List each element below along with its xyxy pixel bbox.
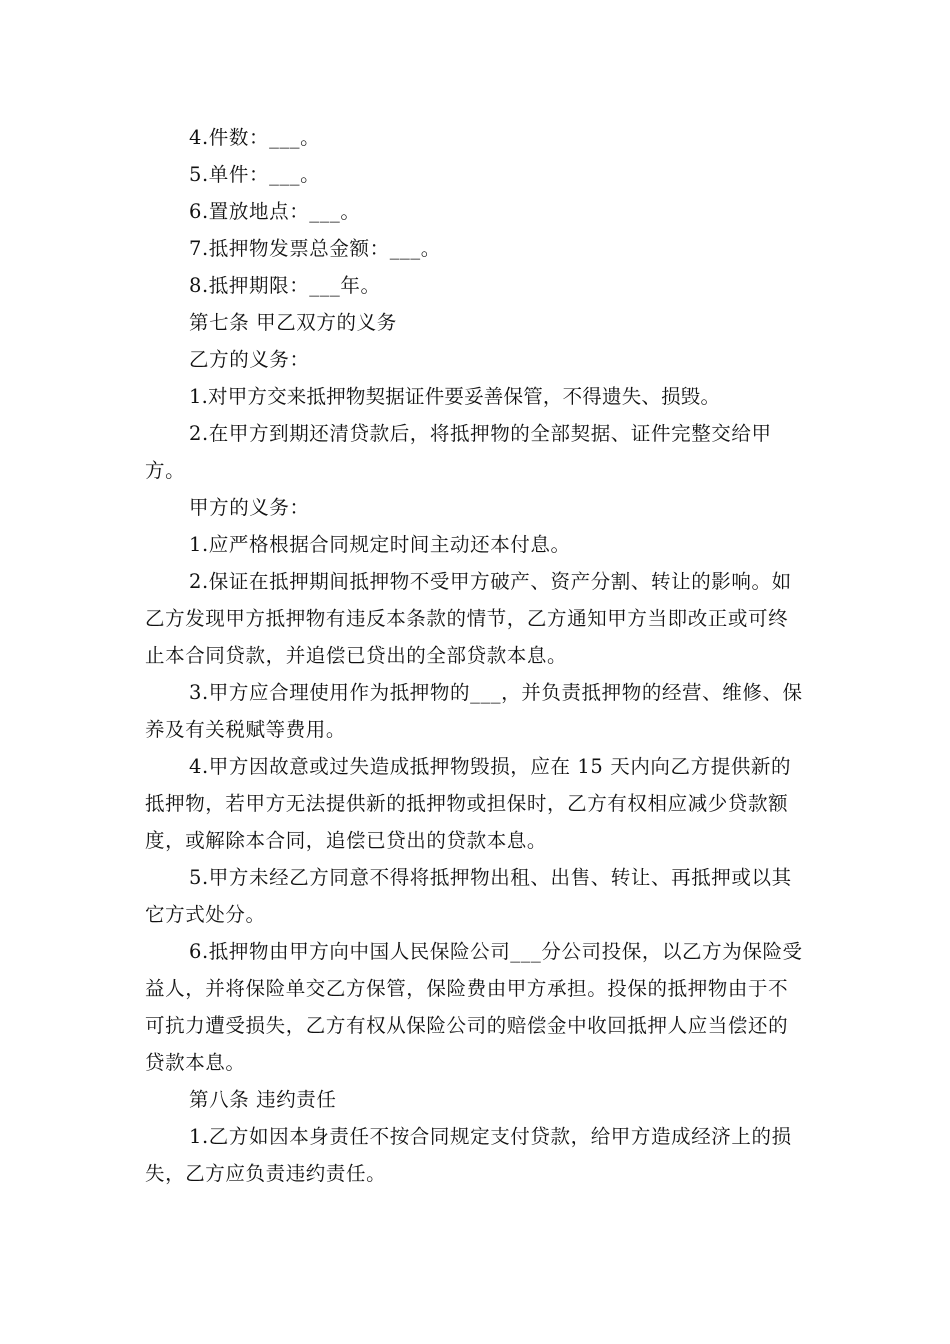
item-location: 6.置放地点：___。 xyxy=(189,200,361,223)
party-a-obligation-3: 3.甲方应合理使用作为抵押物的___，并负责抵押物的经营、维修、保养及有关税赋等费用。 xyxy=(145,681,803,741)
item-quantity: 4.件数：___。 xyxy=(189,126,321,149)
item-unit: 5.单件：___。 xyxy=(189,163,321,186)
party-b-obligations-heading: 乙方的义务： xyxy=(189,348,310,371)
party-a-obligation-2: 2.保证在抵押期间抵押物不受甲方破产、资产分割、转让的影响。如乙方发现甲方抵押物有违反本条款的情节，乙方通知甲方当即改正或可终止本合同贷款，并追偿已贷出的全部贷款本息。 xyxy=(145,570,792,667)
party-a-obligation-6: 6.抵押物由甲方向中国人民保险公司___分公司投保，以乙方为保险受益人，并将保险单交乙方保管，保险费由甲方承担。投保的抵押物由于不可抗力遭受损失，乙方有权从保险公司的赔偿金中收回抵押人应当偿还的贷款本息。 xyxy=(145,940,803,1074)
party-a-obligations-heading: 甲方的义务： xyxy=(189,496,310,519)
section-heading-article-8: 第八条 违约责任 xyxy=(189,1088,337,1111)
party-a-obligation-4: 4.甲方因故意或过失造成抵押物毁损，应在 15 天内向乙方提供新的抵押物，若甲方无法提供新的抵押物或担保时，乙方有权相应减少贷款额度，或解除本合同，追偿已贷出的贷款本息。 xyxy=(145,755,792,852)
party-a-obligation-1: 1.应严格根据合同规定时间主动还本付息。 xyxy=(189,533,571,556)
item-invoice-total: 7.抵押物发票总金额：___。 xyxy=(189,237,441,260)
item-mortgage-term: 8.抵押期限：___年。 xyxy=(189,274,381,297)
party-a-obligation-5: 5.甲方未经乙方同意不得将抵押物出租、出售、转让、再抵押或以其它方式处分。 xyxy=(145,866,792,926)
party-b-obligation-2: 2.在甲方到期还清贷款后，将抵押物的全部契据、证件完整交给甲方。 xyxy=(145,422,772,482)
liability-clause-1: 1.乙方如因本身责任不按合同规定支付贷款，给甲方造成经济上的损失，乙方应负责违约责任。 xyxy=(145,1125,792,1185)
party-b-obligation-1: 1.对甲方交来抵押物契据证件要妥善保管，不得遗失、损毁。 xyxy=(189,385,721,408)
document-body xyxy=(145,119,807,1192)
section-heading-article-7: 第七条 甲乙双方的义务 xyxy=(189,311,397,334)
